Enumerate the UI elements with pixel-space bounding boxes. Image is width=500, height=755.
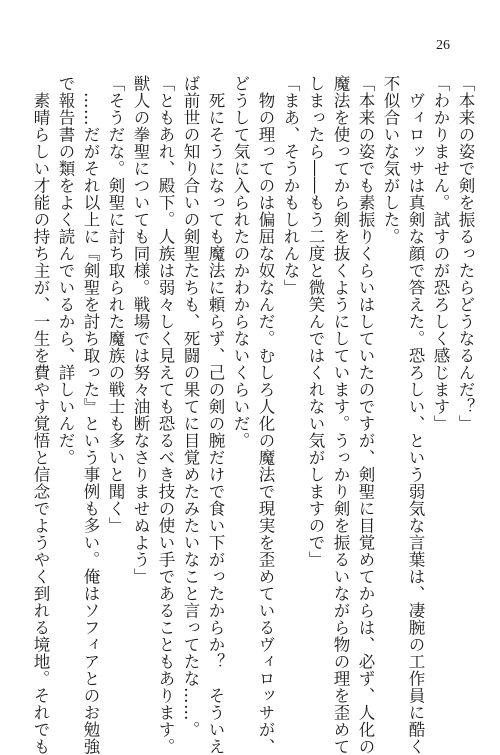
text-line: 獣人の拳聖についても同様。戦場では努々油断なさりませぬよう」: [131, 75, 150, 585]
page-number: 26: [436, 38, 450, 53]
text-line: 「ともあれ、殿下。人族は弱々しく見えても恐るべき技の使い手であることもあります。: [156, 75, 175, 755]
text-line: 「まあ、そうかもしれんな」: [281, 75, 300, 296]
text-line: 不似合いな気がした。: [381, 75, 400, 245]
text-line: ば前世の知り合いの剣聖たちも、死闘の果てに目覚めたみたいなこと言ってたな……。: [181, 75, 200, 738]
text-line: どうして気に入られたのかわからないくらいだ。: [231, 75, 250, 449]
text-line: しまったら――もう二度と微笑んではくれない気がしますので」: [306, 75, 325, 568]
text-line: 「そうだな。剣聖に討ち取られた魔族の戦士も多いと聞く」: [106, 75, 125, 534]
text-line: 物の理ってのは偏屈な奴なんだ。むしろ人化の魔法で現実を歪めているヴィロッサが、: [256, 75, 275, 755]
text-line: ヴィロッサは真剣な顔で答えた。恐ろしい、という弱気な言葉は、凄腕の工作員に酷く: [406, 75, 425, 755]
text-line: で報告書の類をよく読んでいるから、詳しいんだ。: [56, 75, 75, 466]
text-line: 「本来の姿でも素振りくらいはしていたのですが、剣聖に目覚めてからは、必ず、人化の: [356, 75, 375, 755]
text-line: 「本来の姿で剣を振るったらどうなるんだ？」: [456, 75, 475, 432]
text-line: 「わかりません。試すのが恐ろしく感じます」: [431, 75, 450, 432]
text-line: ……だがそれ以上に『剣聖を討ち取った』という事例も多い。俺はソフィアとのお勉強: [81, 75, 100, 755]
text-line: 素晴らしい才能の持ち主が、一生を費やす覚悟と信念でようやく到れる境地。それでも: [31, 75, 50, 755]
text-line: 死にそうになっても魔法に頼らず、己の剣の腕だけで食い下がったからか？ そういえ: [206, 75, 225, 755]
body-text: [16, 75, 478, 755]
text-line: 魔法を使ってから剣を抜くようにしています。うっかり剣を振るいながら物の理を歪めて: [331, 75, 350, 755]
